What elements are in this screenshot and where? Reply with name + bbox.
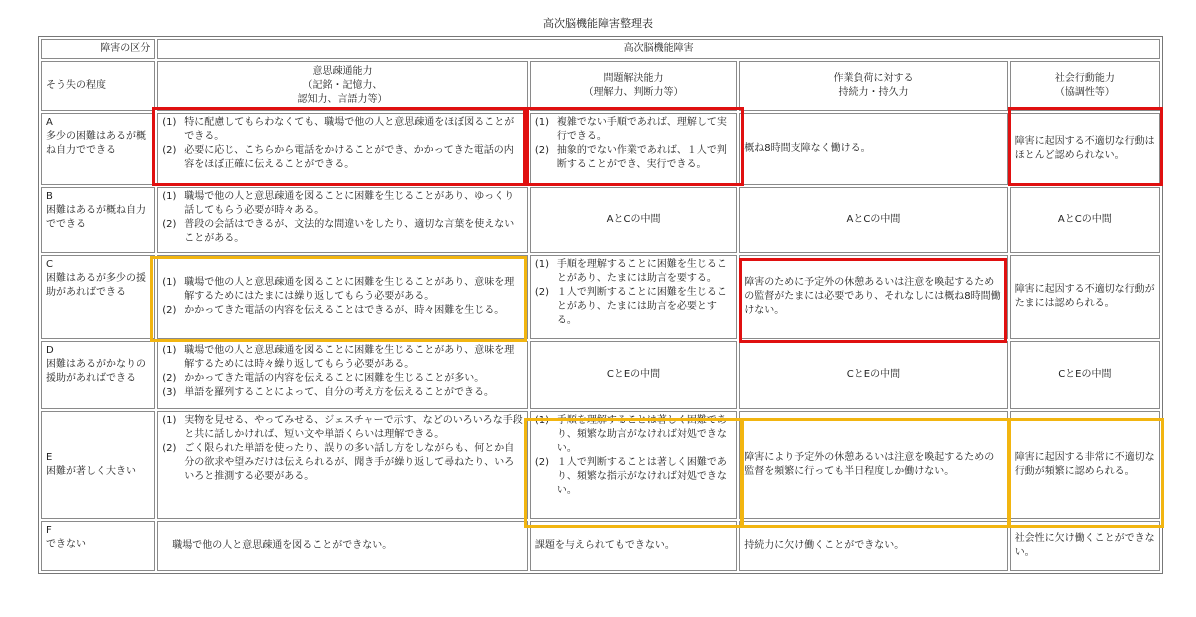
cell-communication-d: (1) 職場で他の人と意思疎通を図ることに困難を生じることがあり、意味を理解するためには時々繰り返してもらう必要がある。 (2) かかってきた電話の内容を伝えることに困難を生じることが多い。 (3) 単語を羅列することによって、自分の考え方を伝えることができる。 <box>157 341 528 409</box>
cell-problem-e: (1) 手順を理解することは著しく困難であり、頻繁な助言がなければ対処できない。 (2) １人で判断することは著しく困難であり、頻繁な指示がなければ対処できない。 <box>530 411 737 519</box>
cell-endurance-d: CとEの中間 <box>739 341 1007 409</box>
row-label-e: E 困難が著しく大きい <box>41 411 155 519</box>
row-label-f: F できない <box>41 521 155 571</box>
cell-problem-a: (1) 複雑でない手順であれば、理解して実行できる。 (2) 抽象的でない作業であれば、１人で判断することができ、実行できる。 <box>530 113 737 185</box>
cell-communication-e: (1) 実物を見せる、やってみせる、ジェスチャーで示す、などのいろいろな手段と共に話しかければ、短い文や単語くらいは理解できる。 (2) ごく限られた単語を使ったり、誤りの多い話し方をしながらも、何とか自分の欲求や望みだけは伝えられるが、聞き手が繰り返して尋ねたり、いろいろと推測する必要がある。 <box>157 411 528 519</box>
cell-social-f: 社会性に欠け働くことができない。 <box>1010 521 1160 571</box>
table-row <box>41 411 1160 519</box>
cell-social-b: AとCの中間 <box>1010 187 1160 253</box>
row-label-d: D 困難はあるがかなりの援助があればできる <box>41 341 155 409</box>
cell-endurance-a: 概ね8時間支障なく働ける。 <box>739 113 1007 185</box>
table-row <box>41 255 1160 339</box>
cell-social-e: 障害に起因する非常に不適切な行動が頻繁に認められる。 <box>1010 411 1160 519</box>
cell-endurance-e: 障害により予定外の休憩あるいは注意を喚起するための監督を頻繁に行っても半日程度しか働けない。 <box>739 411 1007 519</box>
group-header: 高次脳機能障害 <box>157 39 1160 59</box>
cell-communication-c: (1) 職場で他の人と意思疎通を図ることに困難を生じることがあり、意味を理解するためにはたまには繰り返してもらう必要がある。 (2) かかってきた電話の内容を伝えることはできるが、時々困難を生じる。 <box>157 255 528 339</box>
row-label-b: B 困難はあるが概ね自力でできる <box>41 187 155 253</box>
table-row <box>41 187 1160 253</box>
table-row <box>41 341 1160 409</box>
cell-problem-c: (1) 手順を理解することに困難を生じることがあり、たまには助言を要する。 (2) １人で判断することに困難を生じることがあり、たまには助言を必要とする。 <box>530 255 737 339</box>
disability-table <box>38 36 1163 574</box>
table-row <box>41 113 1160 185</box>
cell-endurance-c: 障害のために予定外の休憩あるいは注意を喚起するための監督がたまには必要であり、それなしには概ね8時間働けない。 <box>739 255 1007 339</box>
cell-endurance-b: AとCの中間 <box>739 187 1007 253</box>
cell-problem-f: 課題を与えられてもできない。 <box>530 521 737 571</box>
cell-communication-b: (1) 職場で他の人と意思疎通を図ることに困難を生じることがあり、ゆっくり話してもらう必要が時々ある。 (2) 普段の会話はできるが、文法的な間違いをしたり、適切な言葉を使えないことがある。 <box>157 187 528 253</box>
table-row <box>41 521 1160 571</box>
cell-social-d: CとEの中間 <box>1010 341 1160 409</box>
col-header-problem-solving: 問題解決能力 （理解力、判断力等） <box>530 61 737 111</box>
col-header-endurance: 作業負荷に対する 持続力・持久力 <box>739 61 1007 111</box>
col-header-communication: 意思疎通能力 （記銘・記憶力、 認知力、言語力等） <box>157 61 528 111</box>
corner-top-label: 障害の区分 <box>41 39 155 59</box>
table-title: 高次脳機能障害整理表 <box>543 17 653 30</box>
col-header-social: 社会行動能力 （協調性等） <box>1010 61 1160 111</box>
row-label-a: A 多少の困難はあるが概ね自力でできる <box>41 113 155 185</box>
cell-social-c: 障害に起因する不適切な行動がたまには認められる。 <box>1010 255 1160 339</box>
cell-endurance-f: 持続力に欠け働くことができない。 <box>739 521 1007 571</box>
cell-problem-d: CとEの中間 <box>530 341 737 409</box>
cell-communication-f: 職場で他の人と意思疎通を図ることができない。 <box>157 521 528 571</box>
row-label-c: C 困難はあるが多少の援助があればできる <box>41 255 155 339</box>
cell-communication-a: (1) 特に配慮してもらわなくても、職場で他の人と意思疎通をほぼ図ることができる。 (2) 必要に応じ、こちらから電話をかけることができ、かかってきた電話の内容をほぼ正確に伝えることができる。 <box>157 113 528 185</box>
cell-social-a: 障害に起因する不適切な行動はほとんど認められない。 <box>1010 113 1160 185</box>
cell-problem-b: AとCの中間 <box>530 187 737 253</box>
corner-bottom-label: そう失の程度 <box>41 61 155 111</box>
